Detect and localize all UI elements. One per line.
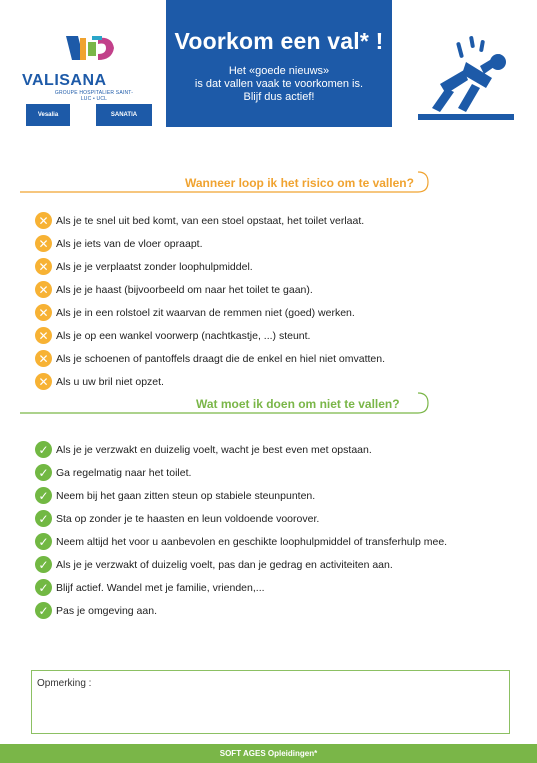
x-circle-icon: ✕ bbox=[35, 373, 52, 390]
remark-label: Opmerking : bbox=[37, 678, 92, 689]
risk-heading-text: Wanneer loop ik het risico om te vallen? bbox=[185, 176, 414, 190]
title-banner bbox=[166, 0, 392, 127]
check-circle-icon: ✓ bbox=[35, 579, 52, 596]
footer-bar bbox=[0, 744, 537, 763]
check-circle-icon: ✓ bbox=[35, 441, 52, 458]
x-circle-icon: ✕ bbox=[35, 212, 52, 229]
check-circle-icon: ✓ bbox=[35, 556, 52, 573]
x-circle-icon: ✕ bbox=[35, 281, 52, 298]
person-falling-icon bbox=[410, 22, 520, 124]
list-item: ✓ Als je je verzwakt of duizelig voelt, pas dan je gedrag en activiteiten aan. bbox=[35, 553, 447, 576]
x-circle-icon: ✕ bbox=[35, 258, 52, 275]
list-item: ✓ Neem altijd het voor u aanbevolen en geschikte loophulpmiddel of transferhulp mee. bbox=[35, 530, 447, 553]
list-item: ✕ Als je in een rolstoel zit waarvan de remmen niet (goed) werken. bbox=[35, 301, 385, 324]
list-item: ✓ Pas je omgeving aan. bbox=[35, 599, 447, 622]
list-item: ✓ Blijf actief. Wandel met je familie, vrienden,... bbox=[35, 576, 447, 599]
x-circle-icon: ✕ bbox=[35, 304, 52, 321]
sanatia-logo: SANATIA bbox=[96, 104, 152, 126]
footer-text: SOFT AGES Opleidingen* bbox=[219, 749, 318, 758]
list-item: ✓ Als je je verzwakt en duizelig voelt, wacht je best even met opstaan. bbox=[35, 438, 447, 461]
remark-field[interactable] bbox=[31, 670, 510, 734]
x-circle-icon: ✕ bbox=[35, 350, 52, 367]
subtitle-line: Het «goede nieuws» bbox=[228, 65, 330, 77]
check-circle-icon: ✓ bbox=[35, 464, 52, 481]
logo-subtitle: GROUPE HOSPITALIER SAINT-LUC • UCL bbox=[54, 90, 134, 102]
check-circle-icon: ✓ bbox=[35, 533, 52, 550]
subtitle-line: Blijf dus actief! bbox=[243, 91, 315, 103]
list-item: ✓ Sta op zonder je te haasten en leun voldoende voorover. bbox=[35, 507, 447, 530]
vesalia-logo: Vesalia bbox=[26, 104, 70, 126]
page-title: Voorkom een val* ! bbox=[174, 28, 384, 54]
list-item: ✓ Neem bij het gaan zitten steun op stabiele steunpunten. bbox=[35, 484, 447, 507]
x-circle-icon: ✕ bbox=[35, 327, 52, 344]
advice-list bbox=[35, 438, 447, 622]
list-item: ✕ Als u uw bril niet opzet. bbox=[35, 370, 385, 393]
check-circle-icon: ✓ bbox=[35, 510, 52, 527]
page-subtitle bbox=[166, 65, 392, 104]
list-item: ✕ Als je op een wankel voorwerp (nachtkastje, ...) steunt. bbox=[35, 324, 385, 347]
list-item: ✕ Als je je haast (bijvoorbeeld om naar het toilet te gaan). bbox=[35, 278, 385, 301]
list-item: ✕ Als je je verplaatst zonder loophulpmiddel. bbox=[35, 255, 385, 278]
check-circle-icon: ✓ bbox=[35, 602, 52, 619]
list-item: ✓ Ga regelmatig naar het toilet. bbox=[35, 461, 447, 484]
subtitle-line: is dat vallen vaak te voorkomen is. bbox=[194, 78, 364, 90]
valisana-logo-mark-icon bbox=[62, 34, 118, 68]
list-item: ✕ Als je schoenen of pantoffels draagt die de enkel en hiel niet omvatten. bbox=[35, 347, 385, 370]
advice-heading-text: Wat moet ik doen om niet te vallen? bbox=[196, 397, 400, 411]
logo-name: VALISANA bbox=[22, 72, 107, 89]
risk-list bbox=[35, 209, 385, 393]
advice-section-heading bbox=[196, 397, 400, 411]
risk-section-heading bbox=[185, 176, 414, 190]
check-circle-icon: ✓ bbox=[35, 487, 52, 504]
list-item: ✕ Als je te snel uit bed komt, van een stoel opstaat, het toilet verlaat. bbox=[35, 209, 385, 232]
x-circle-icon: ✕ bbox=[35, 235, 52, 252]
list-item: ✕ Als je iets van de vloer opraapt. bbox=[35, 232, 385, 255]
